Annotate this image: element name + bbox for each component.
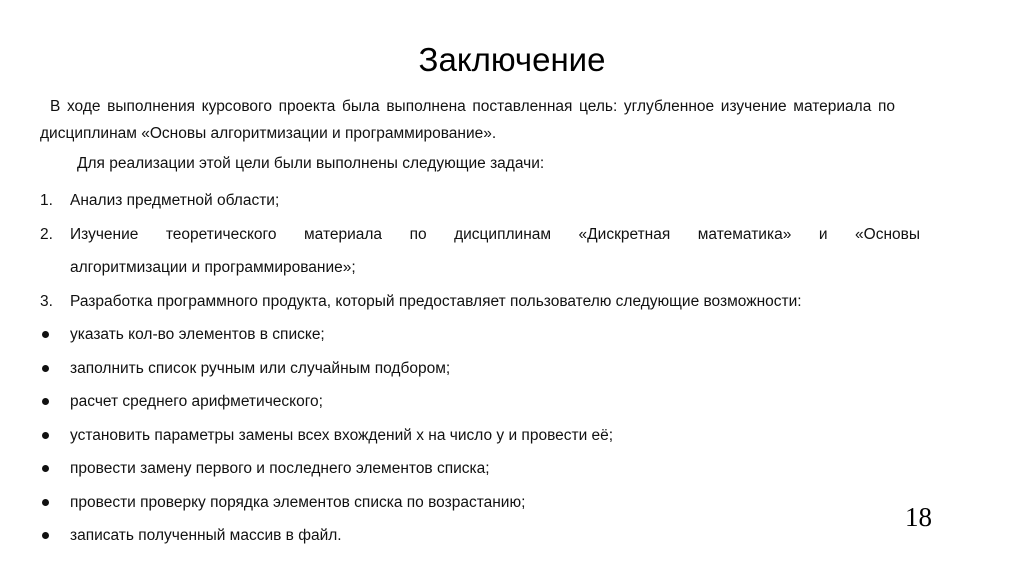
page-number: 18	[905, 502, 932, 532]
bullet-icon	[42, 365, 49, 372]
feature-text: расчет среднего арифметического;	[70, 393, 323, 410]
bullet-icon	[42, 499, 49, 506]
feature-text: установить параметры замены всех вхождений x на число y и провести её;	[70, 426, 614, 444]
bullet-icon	[42, 331, 49, 338]
intro-text	[40, 93, 895, 177]
feature-text: провести замену первого и последнего элементов списка;	[70, 460, 490, 477]
list-number: 2.	[40, 225, 53, 243]
task-text: Анализ предметной области;	[70, 192, 280, 209]
slide-title: Заключение	[418, 41, 606, 78]
task-item	[40, 184, 920, 218]
bullet-icon	[42, 465, 49, 472]
feature-item	[40, 352, 920, 386]
feature-text: указать кол-во элементов в списке;	[70, 326, 325, 343]
bullet-icon	[42, 432, 49, 439]
feature-item	[40, 419, 920, 453]
task-item	[40, 285, 920, 319]
task-text-line: Изучение теоретического материала по дисциплинам «Дискретная математика» и «Основы	[70, 225, 920, 243]
feature-item	[40, 385, 920, 419]
task-text-line: алгоритмизации и программирование»;	[70, 259, 356, 276]
feature-item	[40, 519, 920, 553]
feature-text: заполнить список ручным или случайным подбором;	[70, 359, 451, 377]
intro-paragraph: В ходе выполнения курсового проекта была выполнена поставленная цель: углубленное изучение материала по дисциплинам «Основы алгоритмизации и программирование».	[40, 98, 895, 142]
feature-text: провести проверку порядка элементов списка по возрастанию;	[70, 493, 526, 511]
task-list	[40, 184, 920, 553]
intro-paragraph-tasks-lead: Для реализации этой цели были выполнены следующие задачи:	[77, 155, 545, 172]
feature-text: записать полученный массив в файл.	[70, 527, 342, 544]
list-number: 3.	[40, 292, 53, 310]
task-item	[40, 218, 920, 285]
task-text: Разработка программного продукта, который предоставляет пользователю следующие возможности:	[70, 292, 802, 310]
feature-item	[40, 452, 920, 486]
task-text	[70, 218, 920, 285]
bullet-icon	[42, 398, 49, 405]
feature-item	[40, 318, 920, 352]
list-number: 1.	[40, 192, 53, 209]
bullet-icon	[42, 532, 49, 539]
feature-item	[40, 486, 920, 520]
